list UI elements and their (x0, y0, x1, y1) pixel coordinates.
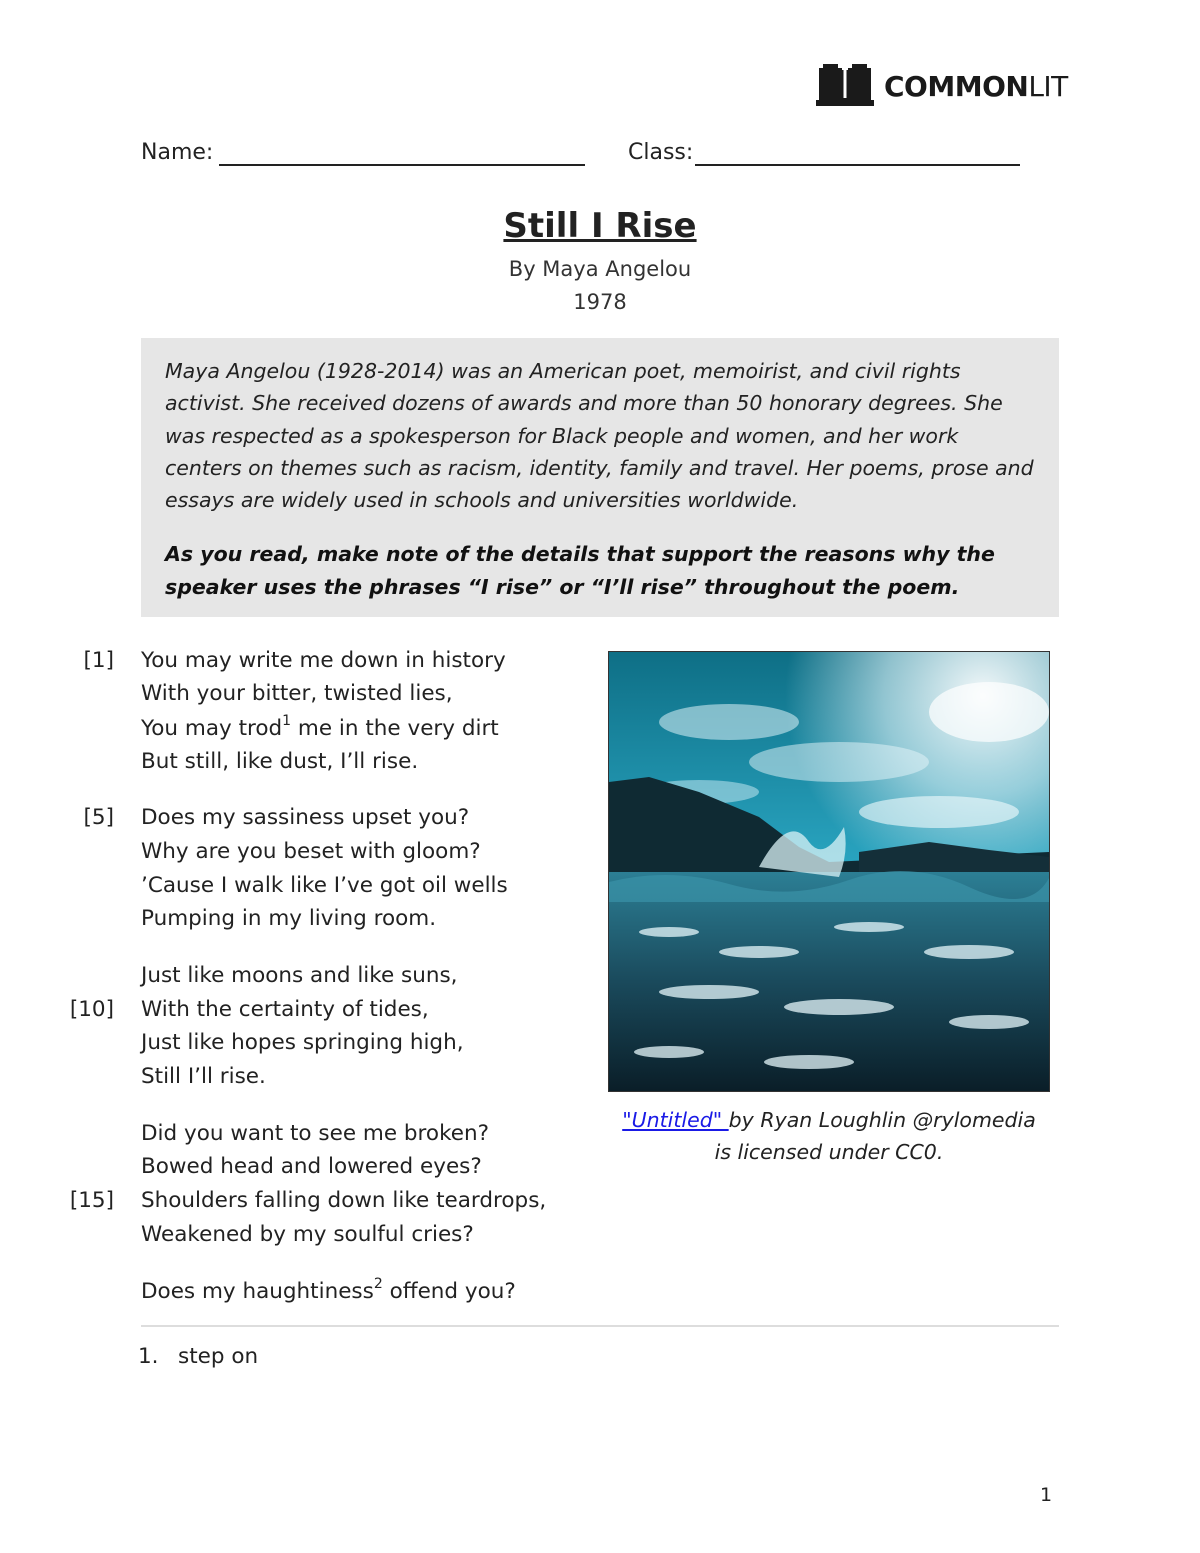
name-underline[interactable] (219, 164, 585, 166)
page-number: 1 (1040, 1484, 1053, 1506)
page-title: Still I Rise (503, 206, 697, 246)
poem-line: Did you want to see me broken? (141, 1121, 490, 1146)
author-bio: Maya Angelou (1928-2014) was an American poet, memoirist, and civil rights activist. She received dozens of awards and more than 50 honorary degrees. She was respected as a spokesperson for Black people and women, and her work centers on themes such as racism, identity, family and travel. Her poems, prose and essays are widely used in schools and universities worldwide. (165, 359, 1034, 513)
footnote-ref[interactable]: 2 (373, 1276, 383, 1292)
poem-line: But still, like dust, I’ll rise. (141, 749, 419, 774)
open-book-icon (816, 64, 874, 108)
poem-line: Why are you beset with gloom? (141, 839, 481, 864)
poem-line: With your bitter, twisted lies, (141, 681, 453, 706)
footnote-ref[interactable]: 1 (282, 713, 292, 729)
line-number: [15] (69, 1188, 114, 1213)
class-label: Class: (628, 140, 694, 165)
poem-line: Does my sassiness upset you? (141, 805, 470, 830)
footnote-divider (141, 1325, 1059, 1327)
poem-line: Bowed head and lowered eyes? (141, 1154, 482, 1179)
poem-line: Shoulders falling down like teardrops, (141, 1188, 547, 1213)
line-number: [1] (83, 648, 114, 673)
author-line: By Maya Angelou (508, 257, 692, 281)
poem-line: You may write me down in history (141, 648, 506, 673)
footnote-text: step on (178, 1344, 259, 1369)
name-label: Name: (141, 140, 214, 165)
image-source-link[interactable]: "Untitled" (622, 1108, 729, 1132)
poem-line: Does my haughtiness$^2$ offend you? (141, 1276, 516, 1305)
intro-box (141, 338, 1059, 617)
brand-name: COMMONLIT (884, 69, 1068, 103)
line-number: [5] (83, 805, 114, 830)
poem-line: Just like hopes springing high, (141, 1030, 464, 1055)
class-field[interactable] (628, 140, 693, 165)
footnote-item (138, 1344, 258, 1369)
line-number: [10] (69, 997, 114, 1022)
image-caption: "Untitled" by Ryan Loughlin @rylomedia is licensed under CC0. (622, 1108, 1036, 1164)
commonlit-logo (816, 64, 1068, 108)
poem-line: You may trod$^1$ me in the very dirt (141, 713, 499, 742)
poem-line: With the certainty of tides, (141, 997, 429, 1022)
poem-line: Weakened by my soulful cries? (141, 1222, 474, 1247)
class-underline[interactable] (695, 164, 1020, 166)
poem-line: Pumping in my living room. (141, 906, 437, 931)
footnote-number: 1. (138, 1344, 159, 1369)
reading-prompt: As you read, make note of the details that support the reasons why the speaker uses the phrases “I rise” or “I’ll rise” throughout the poem. (165, 542, 995, 599)
poem-line: Just like moons and like suns, (141, 963, 458, 988)
ocean-photo (608, 651, 1050, 1092)
poem-line: Still I’ll rise. (141, 1064, 266, 1089)
poem-line: ’Cause I walk like I’ve got oil wells (141, 873, 508, 898)
publication-year: 1978 (573, 290, 627, 314)
name-field[interactable] (141, 140, 213, 165)
